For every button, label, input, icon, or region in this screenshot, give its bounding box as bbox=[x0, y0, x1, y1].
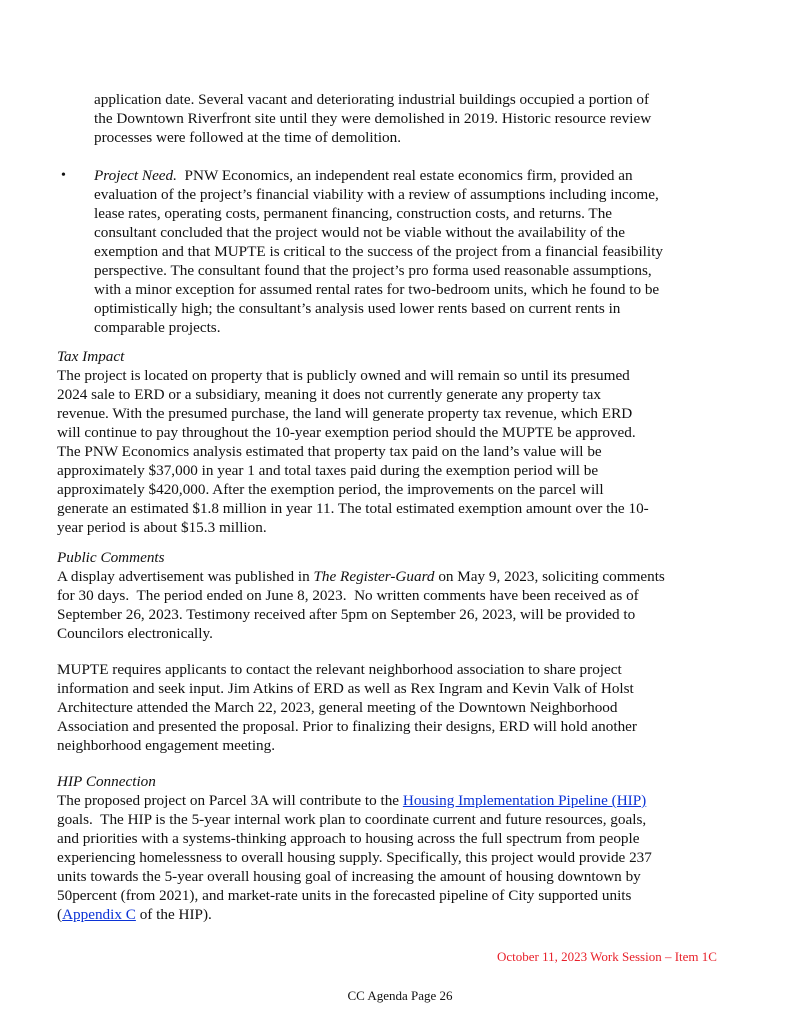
hip-connection-section bbox=[57, 772, 737, 924]
section-heading: HIP Connection bbox=[57, 773, 156, 790]
historic-continuation-paragraph bbox=[94, 90, 734, 147]
text-line: neighborhood engagement meeting. bbox=[57, 737, 276, 754]
tax-impact-section bbox=[57, 347, 737, 537]
hip-link[interactable]: Housing Implementation Pipeline (HIP) bbox=[402, 792, 647, 809]
text-line: (Appendix C of the HIP). bbox=[57, 906, 212, 923]
neighborhood-association-paragraph bbox=[57, 660, 737, 755]
project-need-label: Project Need. bbox=[94, 167, 177, 184]
bullet-icon: • bbox=[61, 168, 66, 183]
text-line: The proposed project on Parcel 3A will contribute to the Housing Implementation Pipeline (HIP) bbox=[57, 792, 647, 809]
text-line: The PNW Economics analysis estimated that property tax paid on the land’s value will be bbox=[57, 443, 602, 460]
text-line: MUPTE requires applicants to contact the relevant neighborhood association to share project bbox=[57, 661, 622, 678]
text-line: year period is about $15.3 million. bbox=[57, 519, 267, 536]
text-line: processes were followed at the time of demolition. bbox=[94, 129, 402, 146]
text-line: experiencing homelessness to overall housing supply. Specifically, this project would provide 237 bbox=[57, 849, 652, 866]
text-line: approximately $420,000. After the exemption period, the improvements on the parcel will bbox=[57, 481, 604, 498]
text-line: September 26, 2023. Testimony received after 5pm on September 26, 2023, will be provided to bbox=[57, 606, 636, 623]
text-line: generate an estimated $1.8 million in year 11. The total estimated exemption amount over the 10- bbox=[57, 500, 649, 517]
text-line: information and seek input. Jim Atkins of ERD as well as Rex Ingram and Kevin Valk of Holst bbox=[57, 680, 634, 697]
text-line: and priorities with a systems-thinking approach to housing across the full spectrum from people bbox=[57, 830, 640, 847]
meeting-footer: October 11, 2023 Work Session – Item 1C bbox=[497, 949, 717, 964]
text-line: comparable projects. bbox=[94, 319, 221, 336]
text-line: with a minor exception for assumed rental rates for two-bedroom units, which he found to be bbox=[94, 281, 660, 298]
public-comments-section bbox=[57, 548, 737, 643]
page-number: CC Agenda Page 26 bbox=[347, 988, 453, 1003]
text-line: Councilors electronically. bbox=[57, 625, 213, 642]
text-line: perspective. The consultant found that the project’s pro forma used reasonable assumptions, bbox=[94, 262, 652, 279]
text-line: 50percent (from 2021), and market-rate units in the forecasted pipeline of City supported units bbox=[57, 887, 632, 904]
text-line: approximately $37,000 in year 1 and total taxes paid during the exemption period will be bbox=[57, 462, 599, 479]
text-line: revenue. With the presumed purchase, the land will generate property tax revenue, which ERD bbox=[57, 405, 633, 422]
text-line: application date. Several vacant and deteriorating industrial buildings occupied a portion of bbox=[94, 91, 650, 108]
text-line: The project is located on property that is publicly owned and will remain so until its presumed bbox=[57, 367, 630, 384]
text-line: evaluation of the project’s financial viability with a review of assumptions including income, bbox=[94, 186, 659, 203]
text-line: Association and presented the proposal. Prior to finalizing their designs, ERD will hold another bbox=[57, 718, 637, 735]
text-line: exemption and that MUPTE is critical to the success of the project from a financial feasibility bbox=[94, 243, 663, 260]
text-line: A display advertisement was published in The Register-Guard on May 9, 2023, soliciting comments bbox=[57, 568, 665, 585]
text-line: for 30 days. The period ended on June 8, 2023. No written comments have been received as of bbox=[57, 587, 639, 604]
text-line: consultant concluded that the project would not be viable without the availability of the bbox=[94, 224, 625, 241]
text-line: Project Need. PNW Economics, an independent real estate economics firm, provided an bbox=[94, 167, 633, 184]
newspaper-title: The Register-Guard bbox=[313, 568, 435, 585]
project-need-paragraph bbox=[94, 166, 734, 337]
text-line: the Downtown Riverfront site until they were demolished in 2019. Historic resource review bbox=[94, 110, 652, 127]
text-line: 2024 sale to ERD or a subsidiary, meaning it does not currently generate any property tax bbox=[57, 386, 601, 403]
text-line: units towards the 5-year overall housing goal of increasing the amount of housing downtown by bbox=[57, 868, 641, 885]
text-line: will continue to pay throughout the 10-year exemption period should the MUPTE be approved. bbox=[57, 424, 636, 441]
text-line: goals. The HIP is the 5-year internal work plan to coordinate current and future resources, goals, bbox=[57, 811, 647, 828]
section-heading: Public Comments bbox=[57, 549, 165, 566]
section-heading: Tax Impact bbox=[57, 348, 125, 365]
text-line: Architecture attended the March 22, 2023, general meeting of the Downtown Neighborhood bbox=[57, 699, 618, 716]
text-line: lease rates, operating costs, permanent financing, construction costs, and returns. The bbox=[94, 205, 613, 222]
text-line: optimistically high; the consultant’s analysis used lower rents based on current rents in bbox=[94, 300, 621, 317]
appendix-c-link[interactable]: Appendix C bbox=[62, 906, 136, 923]
